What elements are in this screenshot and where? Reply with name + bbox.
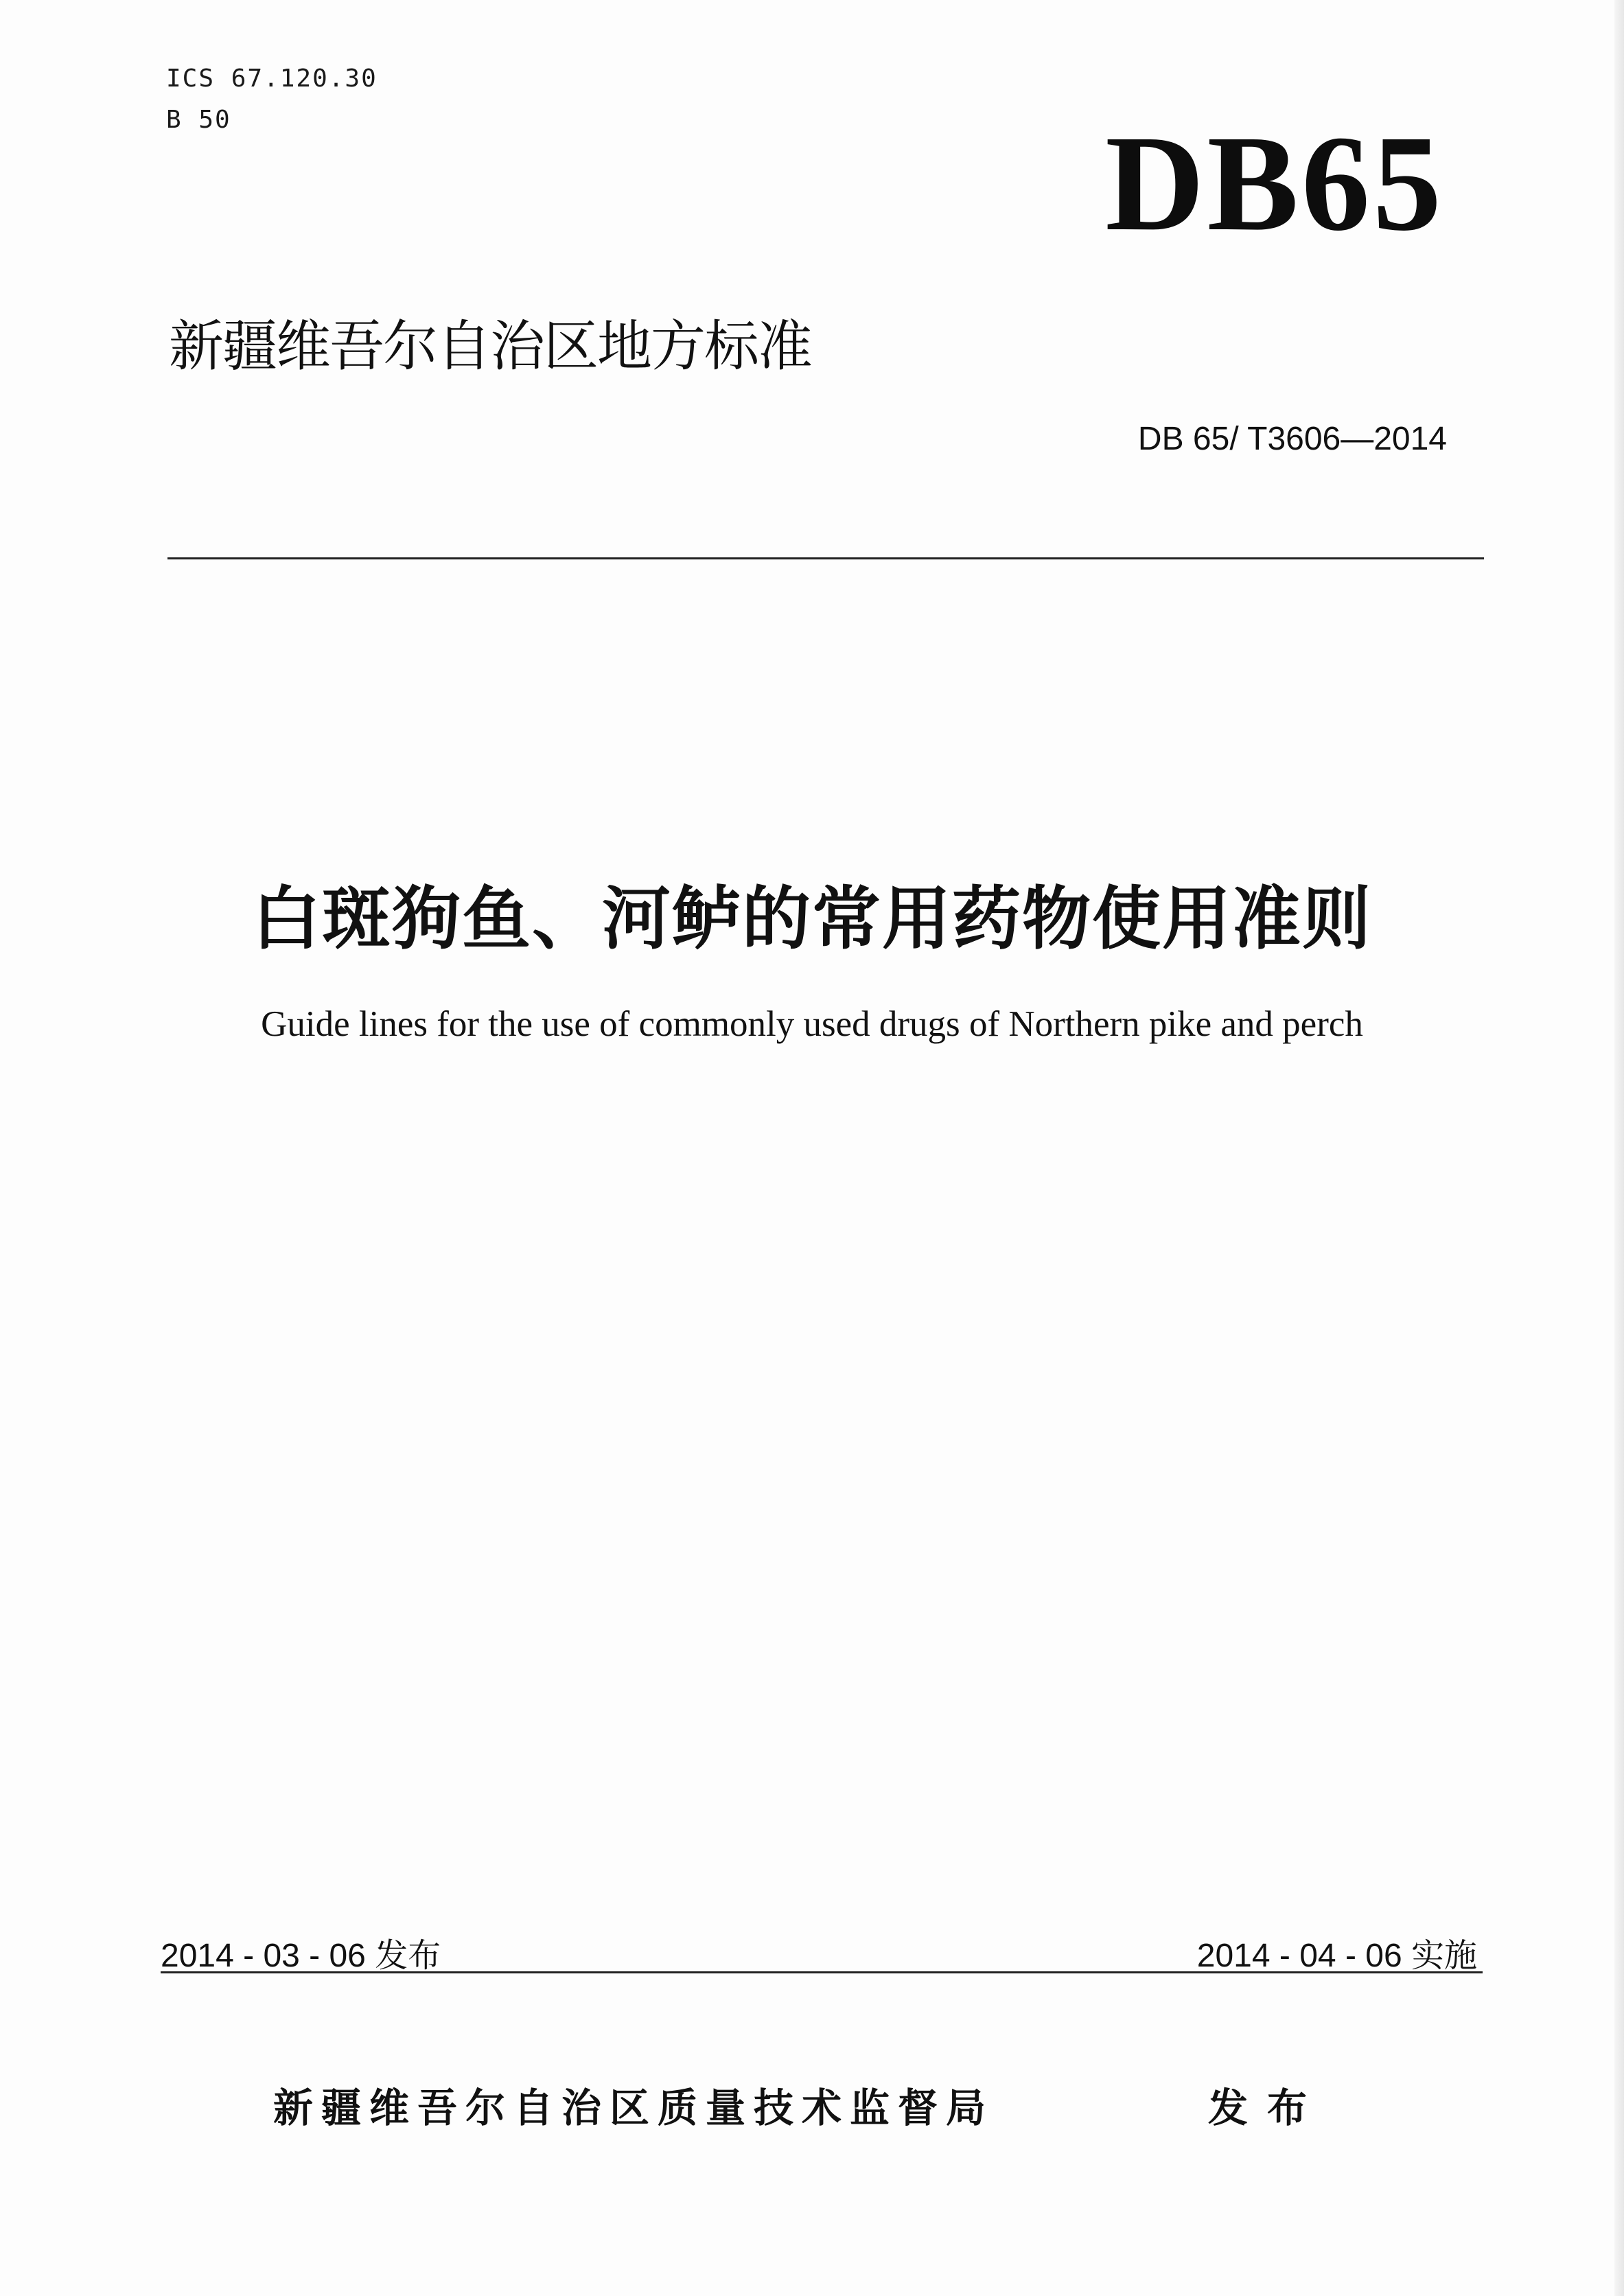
- title-english: Guide lines for the use of commonly used drugs of Northern pike and perch: [261, 1004, 1363, 1044]
- issue-date: 2014 - 03 - 06 发布: [161, 1938, 441, 1974]
- standard-type: 新疆维吾尔自治区地方标准: [169, 314, 811, 378]
- standard-number: DB 65/ T3606—2014: [1137, 421, 1447, 457]
- title-chinese: 白斑狗鱼、河鲈的常用药物使用准则: [252, 879, 1372, 959]
- ics-code: ICS 67.120.30: [166, 65, 378, 93]
- scan-edge: [1614, 0, 1624, 2296]
- implementation-date: 2014 - 04 - 06 实施: [1196, 1938, 1477, 1974]
- ccs-code: B 50: [166, 106, 231, 134]
- db-mark: DB65: [1105, 108, 1444, 259]
- bottom-divider: [161, 1971, 1483, 1973]
- top-divider: [167, 557, 1484, 559]
- issuing-authority: 新疆维吾尔自治区质量技术监督局: [273, 2085, 995, 2131]
- publish-label: 发布: [1208, 2085, 1327, 2131]
